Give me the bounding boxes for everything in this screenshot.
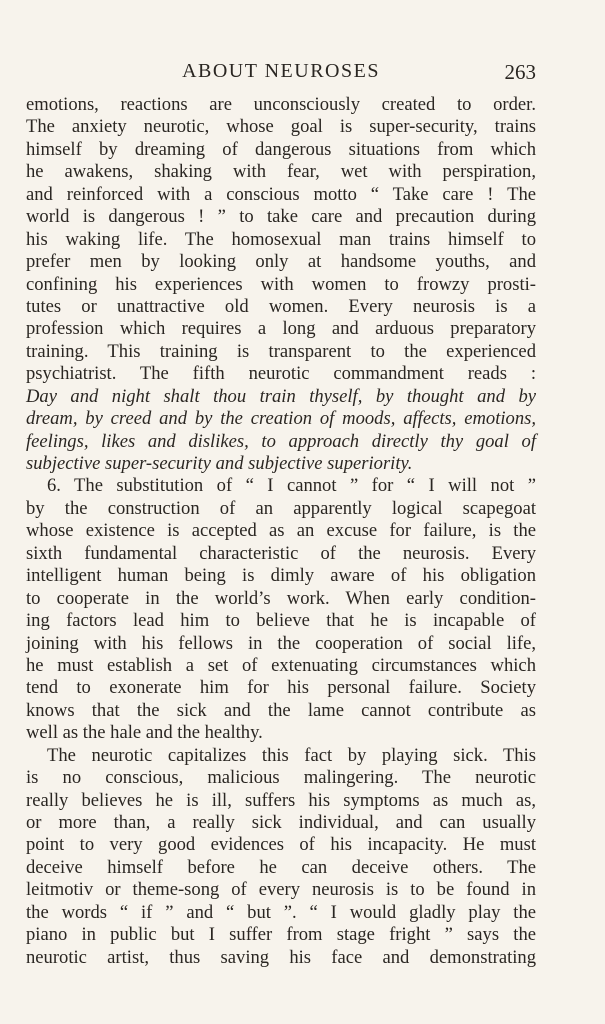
text-line: himself by dreaming of dangerous situations from which <box>26 138 536 160</box>
text-line: joining with his fellows in the cooperation of social life, <box>26 632 536 654</box>
text-line: profession which requires a long and arduous preparatory <box>26 318 536 340</box>
text-line: leitmotiv or theme-song of every neurosis is to be found in <box>26 879 536 901</box>
text-line-italic: Day and night shalt thou train thyself, by thought and by <box>26 385 536 407</box>
text-line: 6. The substitution of “ I cannot ” for “ I will not ” <box>47 475 536 497</box>
text-line: confining his experiences with women to frowzy prosti- <box>26 273 536 295</box>
text-line: prefer men by looking only at handsome youths, and <box>26 251 536 273</box>
text-line: well as the hale and the healthy. <box>26 722 263 744</box>
running-head <box>26 58 536 88</box>
page-number: 263 <box>504 60 536 84</box>
text-line: by the construction of an apparently logical scapegoat <box>26 497 536 519</box>
text-line: point to very good evidences of his incapacity. He must <box>26 834 536 856</box>
text-line: to cooperate in the world’s work. When early condition- <box>26 587 536 609</box>
text-line-italic: subjective super-security and subjective superiority. <box>26 453 413 474</box>
body-text <box>26 94 536 969</box>
text-line: psychiatrist. The fifth neurotic commandment reads : <box>26 363 536 385</box>
text-line: whose existence is accepted as an excuse for failure, is the <box>26 520 536 542</box>
text-line: emotions, reactions are unconsciously created to order. <box>26 94 536 115</box>
running-title: ABOUT NEUROSES <box>182 60 380 82</box>
text-line: tutes or unattractive old women. Every neurosis is a <box>26 295 536 317</box>
text-line: The anxiety neurotic, whose goal is super-security, trains <box>26 116 536 138</box>
text-line: is no conscious, malicious malingering. The neurotic <box>26 767 536 789</box>
text-line-italic: dream, by creed and by the creation of moods, affects, emotions, <box>26 408 536 430</box>
text-line: world is dangerous ! ” to take care and precaution during <box>26 206 536 228</box>
text-line: piano in public but I suffer from stage fright ” says the <box>26 924 536 946</box>
text-line: or more than, a really sick individual, and can usually <box>26 812 536 833</box>
text-line: knows that the sick and the lame cannot contribute as <box>26 699 536 721</box>
text-line: intelligent human being is dimly aware of his obligation <box>26 565 536 587</box>
text-line-italic: feelings, likes and dislikes, to approach directly thy goal of <box>26 430 536 452</box>
text-line: sixth fundamental characteristic of the neurosis. Every <box>26 542 536 564</box>
text-line: ing factors lead him to believe that he is incapable of <box>26 610 536 632</box>
text-line: he must establish a set of extenuating circumstances which <box>26 654 536 676</box>
text-line: his waking life. The homosexual man trains himself to <box>26 228 536 250</box>
text-line: deceive himself before he can deceive others. The <box>26 856 536 878</box>
text-line: really believes he is ill, suffers his symptoms as much as, <box>26 789 536 811</box>
text-line: and reinforced with a conscious motto “ Take care ! The <box>26 183 536 205</box>
text-line: the words “ if ” and “ but ”. “ I would gladly play the <box>26 901 536 923</box>
text-line: tend to exonerate him for his personal failure. Society <box>26 677 536 699</box>
text-line: The neurotic capitalizes this fact by playing sick. This <box>47 744 536 766</box>
text-line: neurotic artist, thus saving his face and demonstrating <box>26 946 536 968</box>
text-line: training. This training is transparent to the experienced <box>26 340 536 362</box>
text-line: he awakens, shaking with fear, wet with perspiration, <box>26 161 536 183</box>
